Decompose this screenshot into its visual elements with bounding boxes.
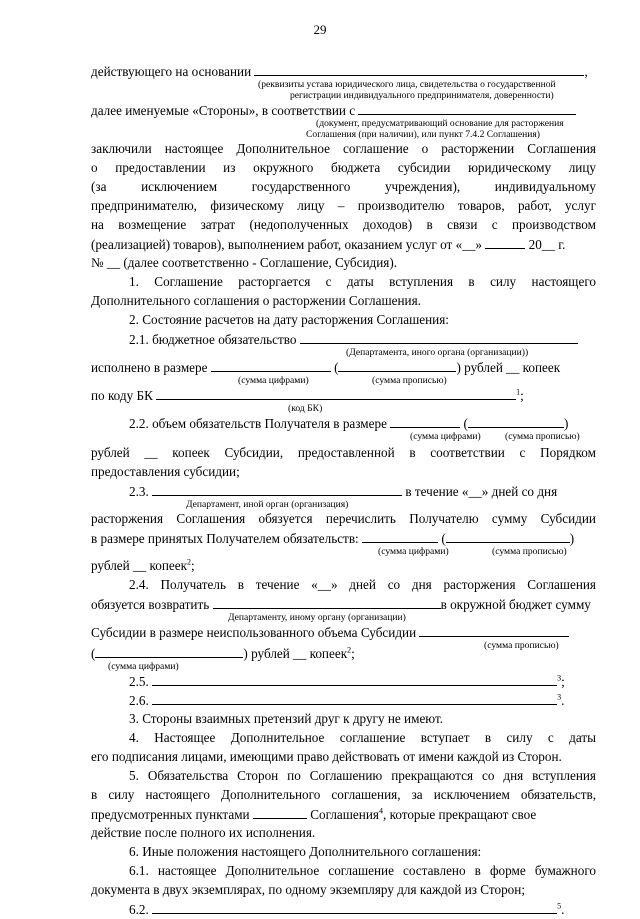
text-line: о предоставлении из окружного бюджета субсидии юридическому лицу [91, 160, 596, 175]
hint-words: (сумма прописью) [484, 640, 559, 651]
item-1: 1. Соглашение расторгается с даты вступления в силу настоящего [129, 274, 596, 289]
blank-obligation-digits [390, 414, 460, 428]
text-line: в силу настоящего Дополнительного соглашения, за исключением обязательств, [91, 787, 596, 802]
blank-month [485, 235, 525, 249]
line-basis: действующего на основании , [91, 64, 588, 79]
blank-bk-code [156, 386, 516, 400]
text-line: предоставления субсидии; [91, 464, 240, 479]
footnote-ref: 3 [557, 692, 562, 702]
text-line: рублей __ копеек Субсидии, предоставленной в соответствии с Порядком [91, 445, 596, 460]
hint-bk: (код БК) [288, 403, 323, 414]
line-accepted-obligations: в размере принятых Получателем обязательств: ( ) [91, 531, 575, 546]
hint-words: (сумма прописью) [492, 546, 567, 557]
line-kopecks: рублей __ копеек$^2$; [91, 557, 195, 573]
text-line: действие после полного их исполнения. [91, 825, 316, 840]
item-2-5: 2.5. $^3$; [129, 673, 565, 689]
footnote-ref: 2 [187, 557, 191, 567]
blank-clauses [253, 805, 307, 819]
line-clauses: предусмотренных пунктами Соглашения$^4$, которые прекращают свое [91, 806, 537, 822]
blank-document [358, 101, 576, 115]
hint-basis-1: (реквизиты устава юридического лица, свидетельства о государственной [258, 79, 556, 90]
line-agreement-date: (реализацией) товаров), выполнением работ, оказанием услуг от «__» 20__ г. [91, 237, 566, 252]
footnote-ref: 5 [557, 901, 562, 911]
text-line: расторжения Соглашения обязуется перечислить Получателю сумму Субсидии [91, 511, 596, 526]
hint-department: (Департамента, иного органа (организации)) [346, 347, 529, 358]
hint-document-1: (документ, предусматривающий основание для расторжения [316, 118, 564, 129]
blank-department [213, 595, 441, 609]
line-return: обязуется возвратить в окружной бюджет сумму [91, 597, 591, 612]
line-parties: далее именуемые «Стороны», в соответствии с [91, 101, 596, 120]
hint-words: (сумма прописью) [505, 431, 580, 442]
item-4: 4. Настоящее Дополнительное соглашение вступает в силу с даты [129, 730, 596, 745]
item-2-1: 2.1. бюджетное обязательство [91, 330, 596, 349]
blank-department [300, 330, 578, 344]
hint-digits: (сумма цифрами) [410, 431, 481, 442]
item-5: 5. Обязательства Сторон по Соглашению прекращаются со дня вступления [129, 768, 596, 783]
item-6-2: 6.2. $^5$. [129, 901, 565, 917]
line-unused-digits: ( ) рублей __ копеек$^2$; [91, 645, 355, 661]
blank-amount-words [338, 358, 456, 372]
item-2-2: 2.2. объем обязательств Получателя в размере ( ) [129, 416, 569, 431]
blank-obligation-words [468, 414, 564, 428]
item-2-6: 2.6. $^3$. [129, 692, 565, 708]
line-executed-amount: исполнено в размере ( ) рублей __ копеек [91, 360, 561, 375]
text-line: заключили настоящее Дополнительное соглашение о расторжении Соглашения [91, 141, 596, 156]
blank-sum-words [446, 529, 570, 543]
text-line: (за исключением государственного учреждения), индивидуальному [91, 179, 596, 194]
text-line: предпринимателю, физическому лицу – производителю товаров, работ, услуг [91, 198, 596, 213]
text-line: на возмещение затрат (недополученных доходов) в связи с производством [91, 217, 596, 232]
item-2-3: 2.3. в течение «__» дней со дня [129, 484, 558, 499]
hint-basis-2: регистрации индивидуального предпринимателя, доверенности) [290, 90, 554, 101]
text-line: его подписания лицами, имеющими право действовать от имени каждой из Сторон. [91, 749, 562, 764]
item-6-1: 6.1. настоящее Дополнительное соглашение составлено в форме бумажного [129, 863, 596, 878]
text-line: № __ (далее соответственно - Соглашение, Субсидия). [91, 255, 398, 270]
hint-document-2: Соглашения (при наличии), или пункт 7.4.2 Соглашения) [306, 129, 540, 140]
footnote-ref: 2 [347, 645, 352, 655]
item-2: 2. Состояние расчетов на дату расторжения Соглашения: [129, 312, 449, 327]
hint-digits: (сумма цифрами) [378, 546, 449, 557]
text-line: Дополнительного соглашения о расторжении Соглашения. [91, 293, 421, 308]
line-bk-code: по коду БК $^1$; [91, 387, 524, 403]
footnote-ref: 1 [516, 387, 521, 397]
hint-digits: (сумма цифрами) [238, 375, 309, 386]
hint-department: Департамент, иной орган (организация) [186, 499, 349, 510]
hint-words: (сумма прописью) [372, 375, 447, 386]
item-3: 3. Стороны взаимных претензий друг к другу не имеют. [129, 711, 444, 726]
item-6: 6. Иные положения настоящего Дополнительного соглашения: [129, 844, 482, 859]
blank-basis [254, 62, 584, 76]
item-2-4: 2.4. Получатель в течение «__» дней со дня расторжения Соглашения [129, 577, 596, 592]
blank-unused-digits [95, 644, 243, 658]
blank-sum-digits [362, 529, 438, 543]
footnote-ref: 3 [557, 673, 562, 683]
text-line: документа в двух экземплярах, по одному экземпляру для каждой из Сторон; [91, 882, 525, 897]
line-unused-subsidy: Субсидии в размере неиспользованного объема Субсидии [91, 623, 596, 642]
blank-amount-digits [211, 358, 331, 372]
hint-digits: (сумма цифрами) [108, 661, 179, 672]
footnote-ref: 4 [378, 806, 383, 816]
blank-item-2-6 [152, 691, 557, 705]
hint-department: Департаменту, иному органу (организации) [228, 612, 406, 623]
page-number: 29 [313, 22, 327, 37]
blank-department [152, 482, 402, 496]
blank-unused-words [419, 623, 569, 637]
blank-item-6-2 [152, 900, 557, 914]
blank-item-2-5 [152, 672, 557, 686]
